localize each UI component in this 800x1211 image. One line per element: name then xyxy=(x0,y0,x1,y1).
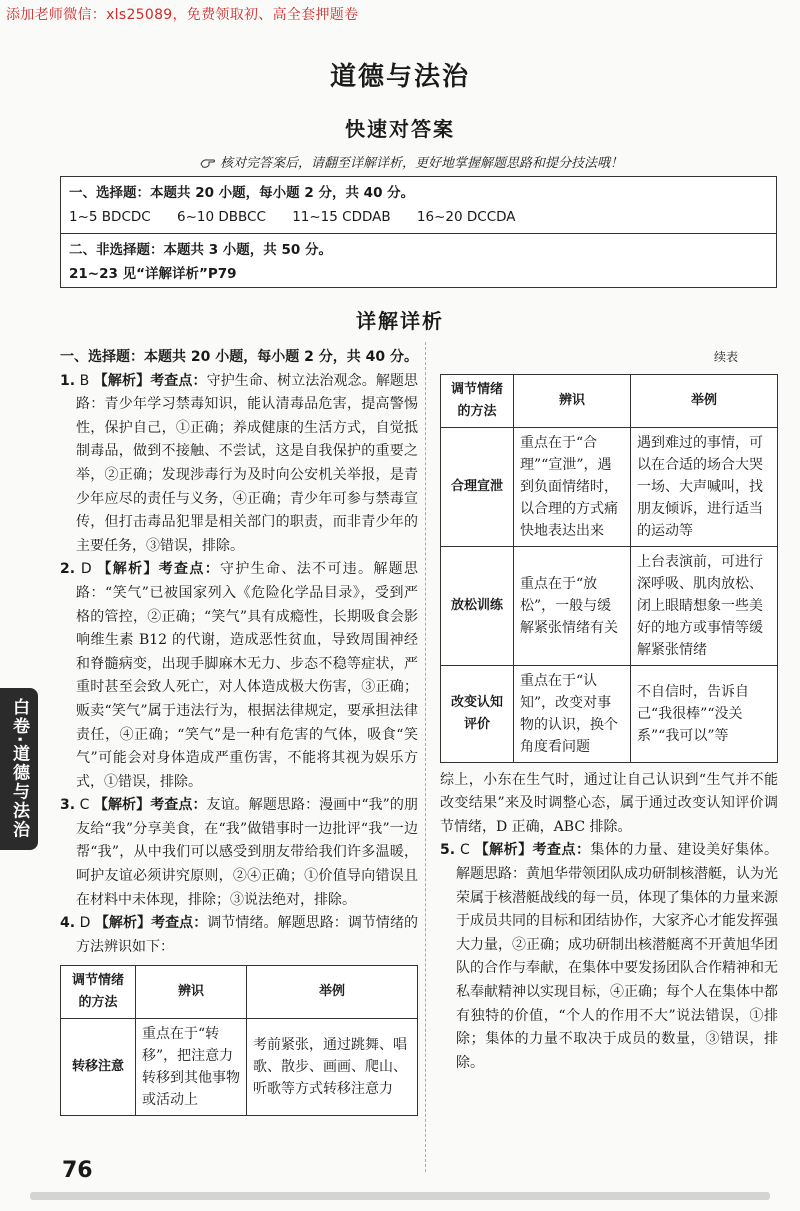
question-1: 1. B 【解析】考查点：守护生命、树立法治观念。解题思路：青少年学习禁毒知识，能认清毒品危害，提高警惕性，保护自己，①正确；养成健康的生活方式，自觉抵制毒品，做到不接触、不尝试，这是自我保护的重要之举，②正确；发现涉毒行为及时向公安机关举报，是青少年应尽的责任与义务，④正确；青少年可参与禁毒宣传，但打击毒品犯罪是相关部门的职责，而非青少年的主要任务，③错误，排除。 xyxy=(60,372,419,554)
question-4-summary: 综上，小东在生气时，通过让自己认识到“生气并不能改变结果”来及时调整心态，属于通过改变认知评价调节情绪，D 正确，ABC 排除。 xyxy=(440,771,778,835)
footer-bar xyxy=(30,1192,770,1200)
table-cell: 重点在于“合理”“宣泄”，遇到负面情绪时，以合理的方式痛快地表达出来 xyxy=(514,427,631,546)
side-tab: 白卷·道德与法治 xyxy=(0,688,38,850)
table-header: 举例 xyxy=(247,966,418,1019)
table-row xyxy=(441,665,778,762)
table-cell: 合理宣泄 xyxy=(441,427,514,546)
nonchoice-note: 21~23 见“详解详析”P79 xyxy=(69,266,237,282)
table-cell: 重点在于“放松”，一般与缓解紧张情绪有关 xyxy=(514,546,631,665)
table-cell: 转移注意 xyxy=(61,1019,136,1116)
answer-box xyxy=(60,176,777,288)
left-column xyxy=(60,346,418,1116)
answer-group: 1~5 BDCDC xyxy=(69,209,151,225)
question-5: 5. C 【解析】考查点：集体的力量、建设美好集体。解题思路：黄旭华带领团队成功研制核潜艇，认为光荣属于核潜艇战线的每一员，体现了集体的力量来源于成员共同的目标和团结协作，大家齐心才能发挥强大力量，②正确；成功研制出核潜艇离不开黄旭华团队的合作与奉献，在集体中要发扬团队合作精神和无私奉献精神以实现目标，④正确；每个人在集体中都有独特的价值，“个人的作用不大”说法错误，①排除；集体的力量不取决于成员的数量，③错误，排除。 xyxy=(440,842,779,1071)
continued-label: 续表 xyxy=(713,350,738,364)
table-header: 辨识 xyxy=(514,374,631,427)
table-cell: 重点在于“转移”，把注意力转移到其他事物或活动上 xyxy=(136,1019,247,1116)
answer-section-nonchoice xyxy=(61,234,776,290)
nonchoice-section-title: 二、非选择题：本题共 3 小题，共 50 分。 xyxy=(69,242,332,258)
answer-group: 6~10 DBBCC xyxy=(176,209,266,225)
table-header: 调节情绪的方法 xyxy=(441,374,514,427)
column-divider xyxy=(425,342,426,1172)
table-row xyxy=(441,427,778,546)
table-header: 调节情绪的方法 xyxy=(61,966,136,1019)
table-header-row xyxy=(61,966,418,1019)
table-cell: 改变认知评价 xyxy=(441,665,514,762)
answer-group: 16~20 DCCDA xyxy=(416,209,516,225)
table-header: 举例 xyxy=(631,374,778,427)
choice-section-title: 一、选择题：本题共 20 小题，每小题 2 分，共 40 分。 xyxy=(69,185,415,201)
table-cell: 上台表演前，可进行深呼吸、肌肉放松、闭上眼睛想象一些美好的地方或事情等缓解紧张情绪 xyxy=(631,546,778,665)
table-cell: 遇到难过的事情，可以在合适的场合大哭一场、大声喊叫，找朋友倾诉，进行适当的运动等 xyxy=(631,427,778,546)
emotion-table xyxy=(60,965,418,1116)
question-2: 2. D 【解析】考查点：守护生命、法不可违。解题思路：“笑气”已被国家列入《危险化学品目录》，受到严格的管控，②正确；“笑气”具有成瘾性，长期吸食会影响维生素 B12 的代谢，造成恶性贫血，导致周围神经和脊髓病变，出现手脚麻木无力、步态不稳等症状，严重时甚至会致人死亡，对人体造成极大伤害，③正确；贩卖“笑气”属于违法行为，根据法律规定，要承担法律责任，④正确；“笑气”是一种有危害的气体，吸食“笑气”可能会对身体造成严重伤害，不能将其视为娱乐方式，①错误，排除。 xyxy=(60,561,419,790)
detail-title: 详解详析 xyxy=(356,309,444,333)
tip-line xyxy=(200,152,623,171)
question-4: 4. D 【解析】考查点：调节情绪。解题思路：调节情绪的方法辨识如下： xyxy=(60,915,419,955)
answer-section-choice xyxy=(61,177,776,233)
table-cell: 放松训练 xyxy=(441,546,514,665)
emotion-table-continued xyxy=(440,374,778,763)
table-cell: 考前紧张，通过跳舞、唱歌、散步、画画、爬山、听歌等方式转移注意力 xyxy=(247,1019,418,1116)
question-3: 3. C 【解析】考查点：友谊。解题思路：漫画中“我”的朋友给“我”分享美食，在“我”做错事时一边批评“我”一边帮“我”，从中我们可以感受到朋友带给我们许多温暖，呵护友谊必须讲究原则，②④正确；①价值导向错误且在材料中未体现，排除；③说法绝对，排除。 xyxy=(60,797,418,908)
table-row xyxy=(441,546,778,665)
table-header: 辨识 xyxy=(136,966,247,1019)
page-number: 76 xyxy=(62,1158,93,1183)
hand-pointer-icon xyxy=(200,155,216,169)
table-header-row xyxy=(441,374,778,427)
tip-text: 核对完答案后，请翻至详解详析，更好地掌握解题思路和提分技法哦！ xyxy=(220,156,624,171)
quick-answers-title: 快速对答案 xyxy=(345,117,455,141)
right-column xyxy=(440,346,778,1075)
answer-list xyxy=(69,205,768,229)
watermark-text: 添加老师微信：xls25089，免费领取初、高全套押题卷 xyxy=(6,7,359,23)
document-title: 道德与法治 xyxy=(329,62,470,92)
table-cell: 重点在于“认知”，改变对事物的认识，换个角度看问题 xyxy=(514,665,631,762)
section-head: 一、选择题：本题共 20 小题，每小题 2 分，共 40 分。 xyxy=(60,349,418,365)
answer-group: 11~15 CDDAB xyxy=(292,209,391,225)
table-cell: 不自信时，告诉自己“我很棒”“没关系”“我可以”等 xyxy=(631,665,778,762)
table-row xyxy=(61,1019,418,1116)
